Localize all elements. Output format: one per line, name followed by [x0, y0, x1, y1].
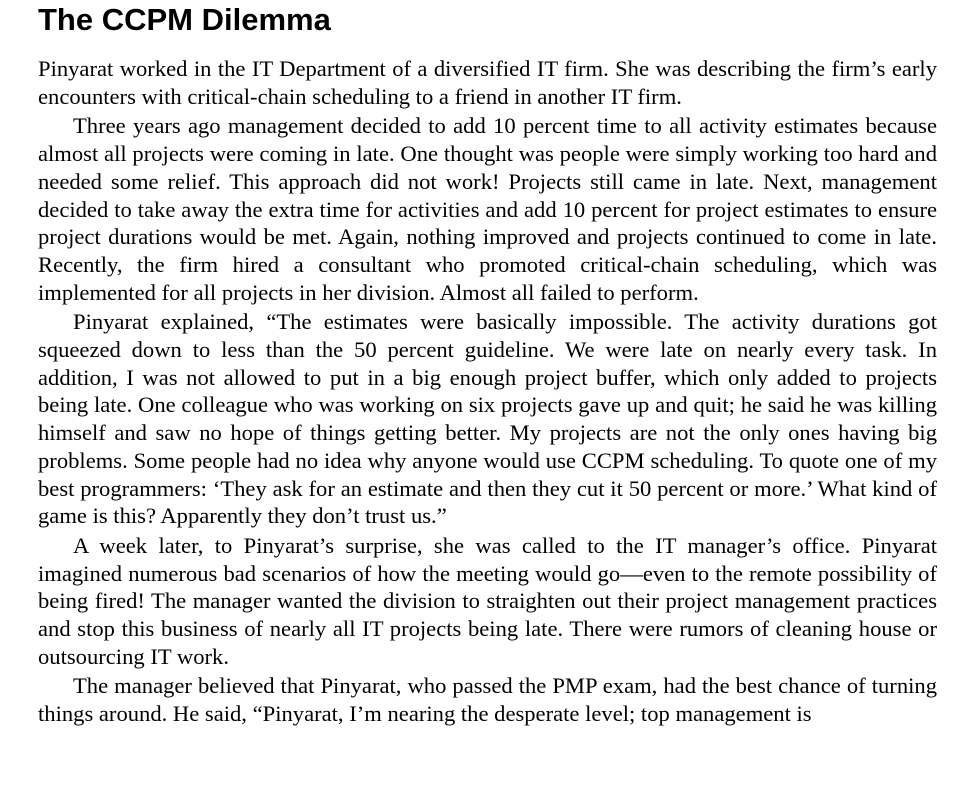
- paragraph-background: Three years ago management decided to add 10 percent time to all activity estimates because almost all projects were coming in late. One thought was people were simply working too hard and needed some relief. This approach did not work! Projects still came in late. Next, management decided to take away the extra time for activities and add 10 percent for project estimates to ensure project durations would be met. Again, nothing improved and projects continued to come in late. Recently, the firm hired a consultant who promoted critical-chain scheduling, which was implemented for all projects in her division. Almost all failed to perform.: [38, 113, 937, 305]
- paragraph-manager-request: The manager believed that Pinyarat, who passed the PMP exam, had the best chance of turning things around. He said, “Pinyarat, I’m nearing the desperate level; top management is: [38, 673, 937, 727]
- document-page: [38, 0, 937, 730]
- paragraph-manager-meeting: A week later, to Pinyarat’s surprise, she was called to the IT manager’s office. Pinyarat imagined numerous bad scenarios of how the meeting would go—even to the remote possibility of being fired! The manager wanted the division to straighten out their project management practices and stop this business of nearly all IT projects being late. There were rumors of cleaning house or outsourcing IT work.: [38, 532, 937, 669]
- paragraph-intro: Pinyarat worked in the IT Department of a diversified IT firm. She was describing the firm’s early encounters with critical-chain scheduling to a friend in another IT firm.: [38, 56, 937, 109]
- paragraph-pinyarat-explanation: Pinyarat explained, “The estimates were basically impossible. The activity durations got squeezed down to less than the 50 percent guideline. We were late on nearly every task. In addition, I was not allowed to put in a big enough project buffer, which only added to projects being late. One colleague who was working on six projects gave up and quit; he said he was killing himself and saw no hope of things getting better. My projects are not the only ones having big problems. Some people had no idea why anyone would use CCPM scheduling. To quote one of my best programmers: ‘They ask for an estimate and then they cut it 50 percent or more.’ What kind of game is this? Apparently they don’t trust us.”: [38, 309, 937, 529]
- page-title: The CCPM Dilemma: [38, 2, 331, 37]
- body-text: [38, 55, 937, 728]
